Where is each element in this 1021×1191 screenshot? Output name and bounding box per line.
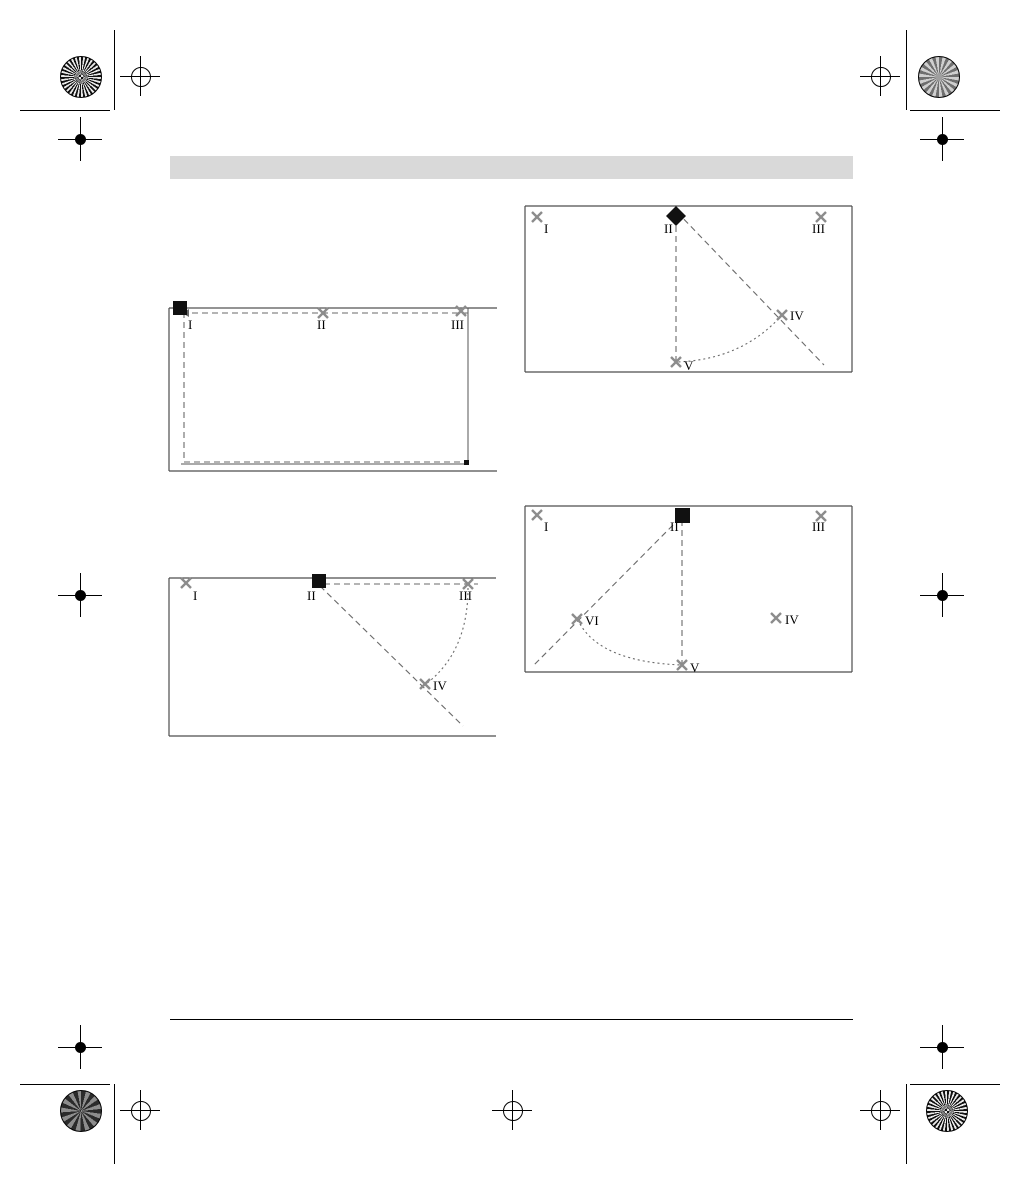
crosshair-right-lower <box>920 1025 964 1069</box>
figure-c-label-II: II <box>307 588 316 603</box>
figure-d-label-III: III <box>812 519 825 534</box>
figure-b-label-IV: IV <box>790 308 804 323</box>
figure-b-label-I: I <box>544 221 549 236</box>
figure-b-label-II: II <box>664 221 673 236</box>
trim-line-bottom-left <box>20 1084 110 1085</box>
crosshair-left-middle <box>58 573 102 617</box>
rosette-top-right <box>918 56 960 98</box>
crosshair-bottom-left <box>120 1090 160 1130</box>
figure-triangle-pythagoras-top-right <box>524 202 854 376</box>
trim-line-top-right <box>910 110 1000 111</box>
figure-c-label-I: I <box>193 588 198 603</box>
trim-line-bottom-right <box>910 1084 1000 1085</box>
figure-a-label-II: II <box>317 317 326 332</box>
figure-triangle-pythagoras-lower-right <box>524 500 854 676</box>
crosshair-top-right <box>860 56 900 96</box>
figure-c-label-III: III <box>459 588 472 603</box>
rosette-top-left <box>60 56 102 98</box>
figure-a-label-III: III <box>451 317 464 332</box>
page-header-bar <box>170 156 853 179</box>
crosshair-top-left <box>120 56 160 96</box>
figure-d-label-I: I <box>544 519 549 534</box>
figure-a-label-I: I <box>188 317 193 332</box>
page-footer-rule <box>170 1019 853 1020</box>
rosette-bottom-left <box>60 1090 102 1132</box>
rosette-bottom-right <box>926 1090 968 1132</box>
crosshair-bottom-center <box>492 1090 532 1130</box>
trim-line-left-vertical-bottom <box>114 1084 115 1164</box>
figure-rectangle-area-measurement <box>168 296 498 472</box>
figure-b-label-III: III <box>812 221 825 236</box>
crosshair-right-upper <box>920 117 964 161</box>
figure-d-label-VI: VI <box>585 613 599 628</box>
trim-line-right-vertical-bottom <box>906 1084 907 1164</box>
trim-line-left-vertical-top <box>114 30 115 110</box>
figure-triangle-pythagoras-lower-left <box>168 560 498 740</box>
crosshair-left-upper <box>58 117 102 161</box>
figure-d-label-II: II <box>670 519 679 534</box>
trim-line-top-left <box>20 110 110 111</box>
figure-d-label-IV: IV <box>785 612 799 627</box>
figure-d-label-V: V <box>690 660 700 675</box>
crosshair-bottom-right <box>860 1090 900 1130</box>
figure-c-label-IV: IV <box>433 678 447 693</box>
crosshair-right-middle <box>920 573 964 617</box>
trim-line-right-vertical-top <box>906 30 907 110</box>
crosshair-left-lower <box>58 1025 102 1069</box>
figure-b-label-V: V <box>684 358 694 373</box>
